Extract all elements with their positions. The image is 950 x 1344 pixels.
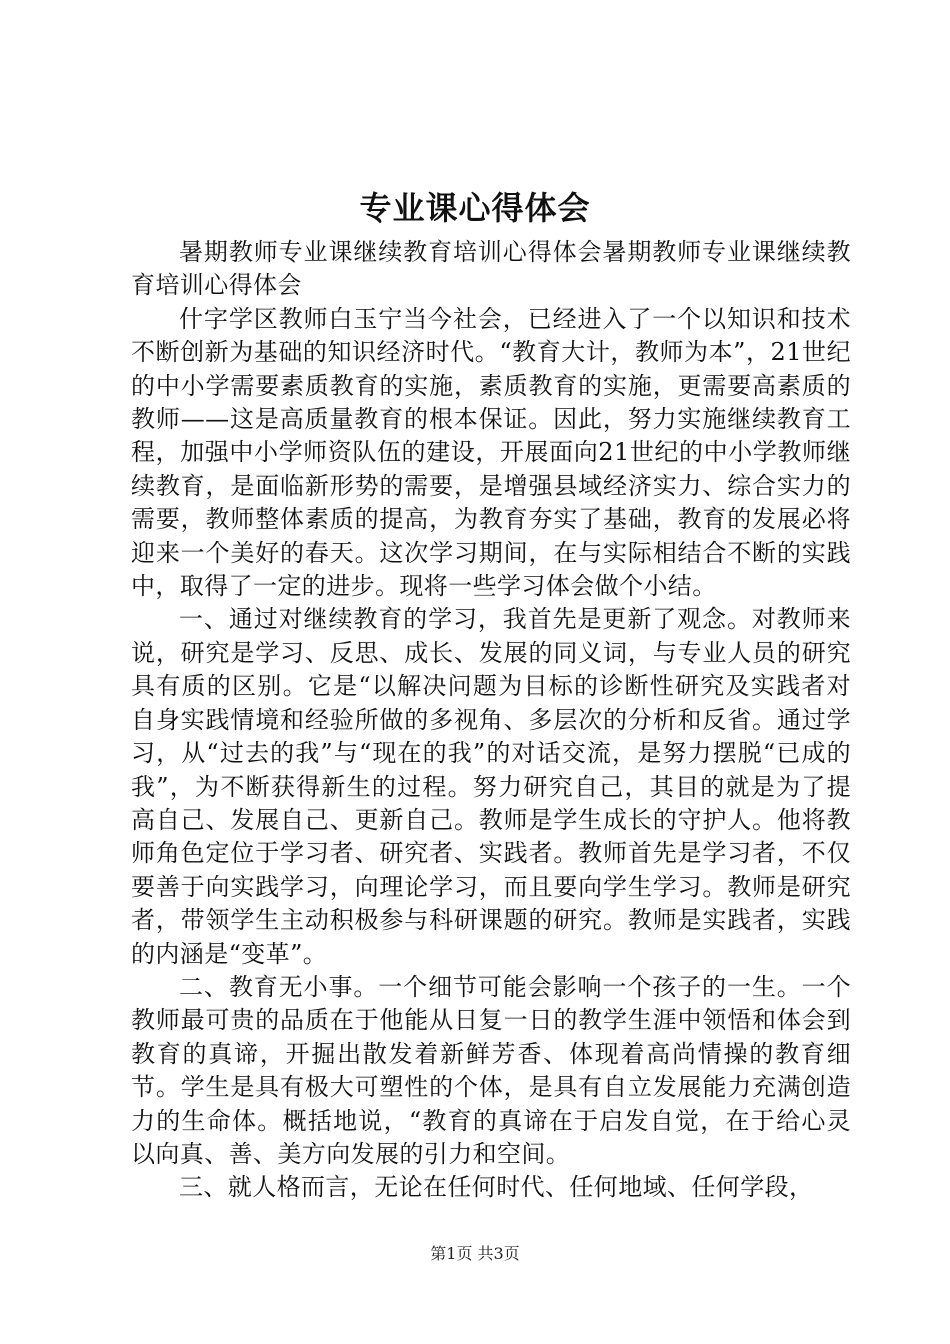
- page-title: 专业课心得体会: [359, 189, 591, 227]
- paragraph-background: 什字学区教师白玉宁当今社会，已经进入了一个以知识和技术不断创新为基础的知识经济时代。“教育大计，教师为本”，21世纪的中小学需要素质教育的实施，素质教育的实施，更需要高素质的教师——这是高质量教育的根本保证。因此，努力实施继续教育工程，加强中小学师资队伍的建设，开展面向21世纪的中小学教师继续教育，是面临新形势的需要，是增强县域经济实力、综合实力的需要，教师整体素质的提高，为教育夯实了基础，教育的发展必将迎来一个美好的春天。这次学习期间，在与实际相结合不断的实践中，取得了一定的进步。现将一些学习体会做个小结。: [131, 304, 851, 601]
- document-body: [131, 236, 851, 1205]
- paragraph-point-one: 一、通过对继续教育的学习，我首先是更新了观念。对教师来说，研究是学习、反思、成长、发展的同义词，与专业人员的研究具有质的区别。它是“以解决问题为目标的诊断性研究及实践者对自身实践情境和经验所做的多视角、多层次的分析和反省。通过学习，从“过去的我”与“现在的我”的对话交流，是努力摆脱“已成的我”，为不断获得新生的过程。努力研究自己，其目的就是为了提高自己、发展自己、更新自己。教师是学生成长的守护人。他将教师角色定位于学习者、研究者、实践者。教师首先是学习者，不仅要善于向实践学习，向理论学习，而且要向学生学习。教师是研究者，带领学生主动积极参与科研课题的研究。教师是实践者，实践的内涵是“变革”。: [131, 605, 851, 968]
- paragraph-intro: 暑期教师专业课继续教育培训心得体会暑期教师专业课继续教育培训心得体会: [131, 238, 851, 300]
- page-number-footer: 第1页 共3页: [430, 1244, 520, 1263]
- paragraph-point-two: 二、教育无小事。一个细节可能会影响一个孩子的一生。一个教师最可贵的品质在于他能从日复一日的教学生涯中领悟和体会到教育的真谛，开掘出散发着新鲜芳香、体现着高尚情操的教育细节。学生是具有极大可塑性的个体，是具有自立发展能力充满创造力的生命体。概括地说，“教育的真谛在于启发自觉，在于给心灵以向真、善、美方向发展的引力和空间。: [131, 972, 851, 1168]
- paragraph-point-three: 三、就人格而言，无论在任何时代、任何地域、任何学段，: [179, 1173, 814, 1202]
